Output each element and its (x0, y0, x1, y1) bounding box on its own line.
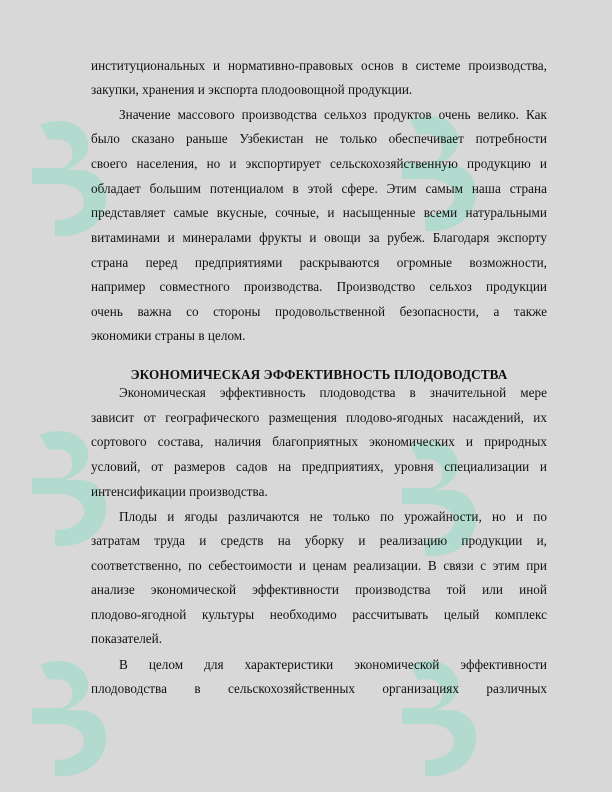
paragraph-line: очень важна со стороны продовольственной безопасности, а также (91, 304, 547, 319)
paragraph-line: обладает большим потенциалом в этой сфере. Этим самым наша страна (91, 181, 547, 196)
section-heading: ЭКОНОМИЧЕСКАЯ ЭФФЕКТИВНОСТЬ ПЛОДОВОДСТВА (130, 367, 508, 382)
paragraph-line: было сказано раньше Узбекистан не только обеспечивает потребности (91, 131, 547, 146)
paragraph-line: закупки, хранения и экспорта плодоовощной продукции. (91, 82, 413, 97)
paragraph-line: например совместного производства. Производство сельхоз продукции (91, 279, 547, 294)
paragraph-line: экономики страны в целом. (91, 328, 246, 343)
paragraph-line: показателей. (91, 631, 163, 646)
paragraph-line: анализе экономической эффективности производства той или иной (91, 582, 547, 597)
paragraph-line: представляет самые вкусные, сочные, и насыщенные всеми натуральными (91, 205, 547, 220)
paragraph-line: плодоводства в сельскохозяйственных организациях различных (91, 681, 547, 696)
paragraph-line: зависит от географического размещения плодово-ягодных насаждений, их (91, 410, 547, 425)
paragraph-line: страна перед предприятиями раскрываются огромные возможности, (91, 255, 547, 270)
paragraph-line: сортового состава, наличия благоприятных экономических и природных (91, 434, 547, 449)
paragraph-line: соответственно, по себестоимости и ценам реализации. В связи с этим при (91, 558, 547, 573)
paragraph-line: интенсификации производства. (91, 484, 268, 499)
paragraph-line: условий, от размеров садов на предприятиях, уровня специализации и (91, 459, 547, 474)
paragraph-line: Значение массового производства сельхоз продуктов очень велико. Как (119, 107, 547, 122)
paragraph-line: институциональных и нормативно-правовых основ в системе производства, (91, 58, 547, 73)
paragraph-line: плодово-ягодной культуры необходимо рассчитывать целый комплекс (91, 607, 547, 622)
paragraph-line: Плоды и ягоды различаются не только по урожайности, но и по (119, 509, 547, 524)
paragraph-line: затратам труда и средств на уборку и реализацию продукции и, (91, 533, 547, 548)
paragraph-line: В целом для характеристики экономической эффективности (119, 657, 547, 672)
paragraph-line: своего населения, но и экспортирует сельскохозяйственную продукцию и (91, 156, 547, 171)
paragraph-line: Экономическая эффективность плодоводства в значительной мере (119, 385, 547, 400)
paragraph-line: витаминами и минералами фрукты и овощи за рубеж. Благодаря экспорту (91, 230, 547, 245)
